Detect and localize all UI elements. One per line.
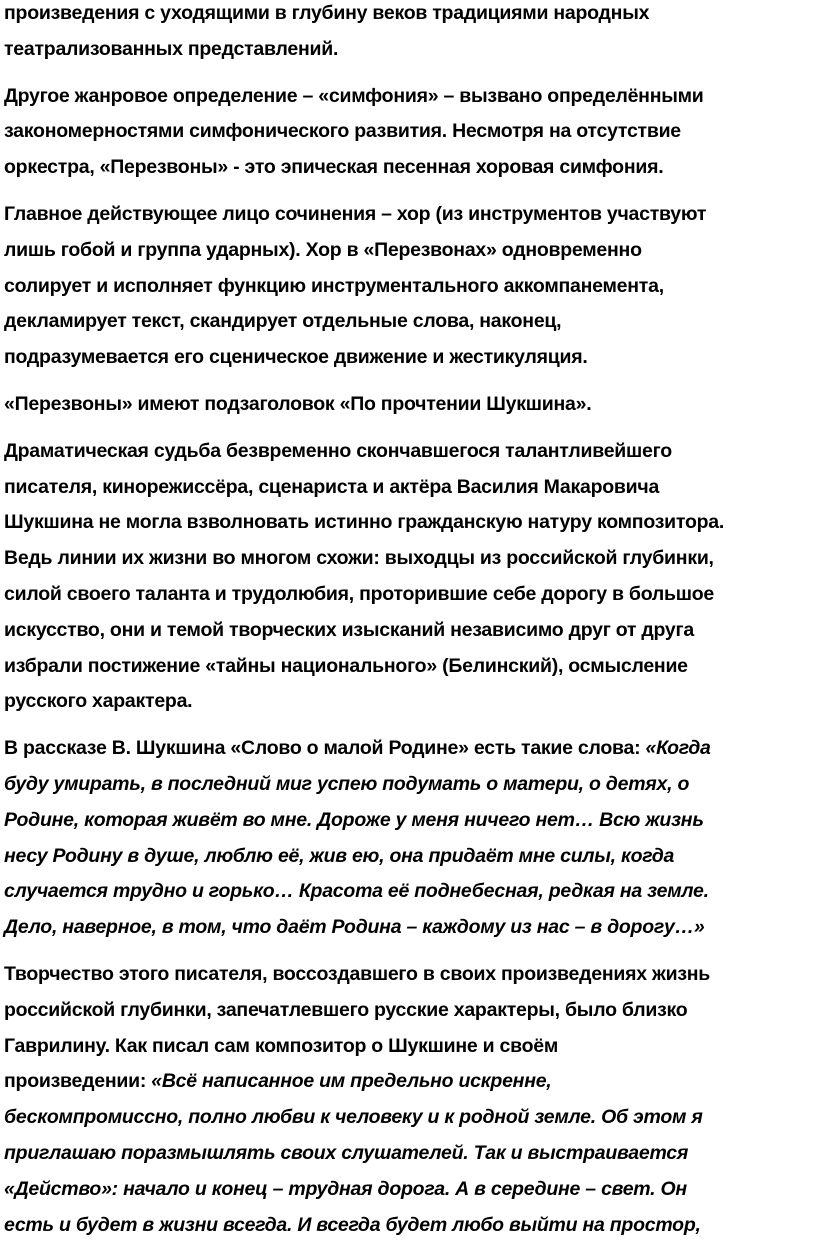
text-line (4, 684, 816, 720)
text-line (4, 577, 816, 613)
quote-text: «Всё написанное им предельно искренне, (151, 1070, 552, 1093)
text-line (4, 1064, 816, 1100)
text-line (4, 197, 816, 233)
paragraph (4, 731, 816, 946)
paragraph (4, 197, 816, 376)
body-text: произведении: (4, 1070, 152, 1093)
quote-text: несу Родину в душе, люблю её, жив ею, она придаёт мне силы, когда (4, 844, 675, 867)
text-line (4, 1136, 816, 1172)
text-line (4, 340, 816, 376)
text-line (4, 649, 816, 685)
body-text: искусство, они и темой творческих изысканий независимо друг от друга (4, 618, 694, 641)
body-text: подразумевается его сценическое движение и жестикуляция. (4, 346, 588, 369)
body-text: солирует и исполняет функцию инструментального аккомпанемента, (4, 274, 664, 297)
quote-text: Дело, наверное, в том, что даёт Родина – каждому из нас – в дорогу…» (4, 916, 705, 939)
text-line (4, 993, 816, 1029)
body-text: театрализованных представлений. (4, 37, 339, 60)
text-line (4, 150, 816, 186)
quote-text: бескомпромиссно, полно любви к человеку и к родной земле. Об этом я (4, 1106, 703, 1129)
text-line (4, 304, 816, 340)
text-line (4, 79, 816, 115)
quote-text: Родине, которая живёт во мне. Дороже у меня ничего нет… Всю жизнь (4, 808, 704, 831)
body-text: произведения с уходящими в глубину веков традициями народных (4, 2, 650, 24)
paragraph (4, 79, 816, 186)
body-text: В рассказе В. Шукшина «Слово о малой Родине» есть такие слова: (4, 737, 646, 760)
text-line (4, 874, 816, 910)
body-text: Драматическая судьба безвременно скончавшегося талантливейшего (4, 439, 672, 462)
body-text: Шукшина не могла взволновать истинно гражданскую натуру композитора. (4, 511, 725, 534)
text-line (4, 957, 816, 993)
text-line (4, 0, 816, 32)
quote-text: буду умирать, в последний миг успею подумать о матери, о детях, о (4, 772, 690, 795)
text-line (4, 541, 816, 577)
paragraph (4, 0, 816, 68)
text-line (4, 434, 816, 470)
text-line (4, 387, 816, 423)
text-line (4, 1100, 816, 1136)
body-text: «Перезвоны» имеют подзаголовок «По прочтении Шукшина». (4, 392, 592, 415)
text-line (4, 32, 816, 68)
text-line (4, 470, 816, 506)
body-text: Другое жанровое определение – «симфония» – вызвано определёнными (4, 84, 704, 107)
body-text: закономерностями симфонического развития. Несмотря на отсутствие (4, 120, 681, 143)
body-text: Гаврилину. Как писал сам композитор о Шукшине и своём (4, 1034, 559, 1057)
body-text: избрали постижение «тайны национального» (Белинский), осмысление (4, 654, 688, 677)
body-text: лишь гобой и группа ударных). Хор в «Перезвонах» одновременно (4, 238, 642, 261)
body-text: российской глубинки, запечатлевшего русские характеры, было близко (4, 998, 688, 1021)
body-text: писателя, кинорежиссёра, сценариста и актёра Василия Макаровича (4, 475, 660, 498)
quote-text: «Когда (645, 737, 711, 760)
text-line (4, 114, 816, 150)
quote-text: есть и будет в жизни всегда. И всегда будет любо выйти на простор, (4, 1213, 701, 1236)
paragraph (4, 387, 816, 423)
text-line (4, 1029, 816, 1065)
text-line (4, 767, 816, 803)
text-line (4, 505, 816, 541)
body-text: декламирует текст, скандирует отдельные слова, наконец, (4, 310, 562, 333)
text-line (4, 839, 816, 875)
body-text: русского характера. (4, 690, 193, 713)
quote-text: случается трудно и горько… Красота её поднебесная, редкая на земле. (4, 880, 709, 903)
text-line (4, 233, 816, 269)
quote-text: «Действо»: начало и конец – трудная дорога. А в середине – свет. Он (4, 1177, 687, 1200)
paragraph (4, 957, 816, 1243)
text-line (4, 910, 816, 946)
text-line (4, 803, 816, 839)
quote-text: приглашаю поразмышлять своих слушателей. Так и выстраивается (4, 1141, 689, 1164)
text-line (4, 1208, 816, 1244)
document-page (4, 0, 816, 1254)
body-text: Творчество этого писателя, воссоздавшего в своих произведениях жизнь (4, 962, 711, 985)
body-text: Ведь линии их жизни во многом схожи: выходцы из российской глубинки, (4, 547, 714, 570)
text-line (4, 1172, 816, 1208)
body-text: Главное действующее лицо сочинения – хор (из инструментов участвуют (4, 202, 707, 225)
body-text: силой своего таланта и трудолюбия, проторившие себе дорогу в большое (4, 582, 715, 605)
text-line (4, 731, 816, 767)
text-line (4, 613, 816, 649)
text-line (4, 269, 816, 305)
paragraph (4, 434, 816, 720)
body-text: оркестра, «Перезвоны» - это эпическая песенная хоровая симфония. (4, 156, 664, 179)
